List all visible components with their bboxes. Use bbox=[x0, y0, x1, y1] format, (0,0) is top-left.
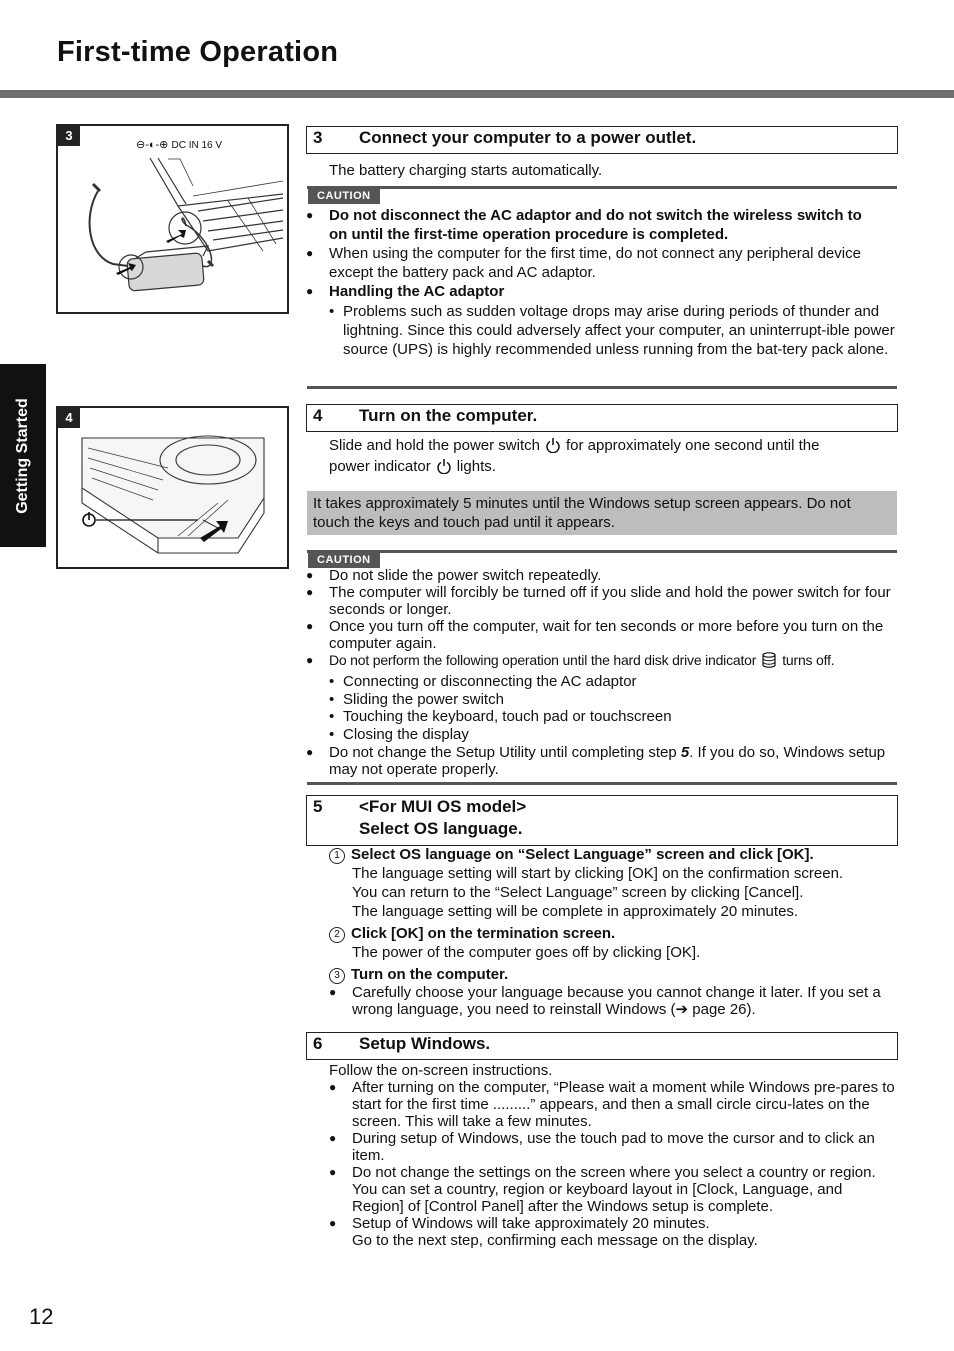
step-5-item-3-heading: 3 Turn on the computer. bbox=[329, 965, 897, 984]
step-title: Setup Windows. bbox=[359, 1034, 491, 1053]
figure-number: 3 bbox=[58, 126, 80, 146]
list-item: ● Handling the AC adaptor bbox=[306, 282, 898, 301]
power-indicator-icon bbox=[436, 458, 452, 474]
dc-in-label: ⊖-◐-⊕ DC IN 16 V bbox=[136, 139, 223, 151]
caution-rule bbox=[307, 550, 897, 553]
step-3-caution-list bbox=[306, 206, 898, 301]
step-number: 4 bbox=[313, 406, 323, 425]
circled-number: 2 bbox=[329, 927, 345, 943]
step-5-item-1-line: The language setting will start by clicking [OK] on the confirmation screen. bbox=[352, 865, 844, 882]
step-4-text: Slide and hold the power switch for approximately one second until the power indicator lights. bbox=[329, 437, 820, 475]
step-number: 3 bbox=[313, 128, 323, 147]
step-5-items bbox=[329, 845, 897, 1018]
step-4-heading bbox=[306, 404, 898, 432]
list-item: ● During setup of Windows, use the touch pad to move the cursor and to click an item. bbox=[329, 1130, 897, 1164]
figure-4 bbox=[56, 406, 289, 569]
list-item: ● When using the computer for the first time, do not connect any peripheral device except the battery pack and AC adaptor. bbox=[306, 244, 898, 282]
list-item: ● Do not change the settings on the screen where you select a country or region. You can set a country, region or keyboard layout in [Clock, Language, and Region] of [Control Panel] after the Windows setup is complete. bbox=[329, 1164, 897, 1215]
step-6-list bbox=[329, 1079, 897, 1249]
power-switch-icon bbox=[545, 437, 561, 453]
step-number: 6 bbox=[313, 1034, 323, 1053]
step-3-sub-list bbox=[329, 302, 895, 359]
step-4-note: It takes approximately 5 minutes until the Windows setup screen appears. Do not touch the keys and touch pad until it appears. bbox=[307, 491, 897, 535]
list-item: ● Carefully choose your language because you cannot change it later. If you set a wrong language, you need to reinstall Windows (➔ page 26). bbox=[329, 984, 897, 1018]
hard-disk-icon bbox=[762, 652, 776, 668]
step-4-final-list bbox=[306, 744, 898, 778]
caution-label: CAUTION bbox=[308, 189, 380, 204]
step-5-item-1-line: You can return to the “Select Language” screen by clicking [Cancel]. bbox=[352, 884, 804, 901]
step-5-item-2-line: The power of the computer goes off by clicking [OK]. bbox=[352, 944, 701, 961]
list-item: ● Do not slide the power switch repeatedly. bbox=[306, 567, 898, 584]
list-item: • Sliding the power switch bbox=[329, 691, 895, 709]
step-5-item-1-heading: 1 Select OS language on “Select Language” screen and click [OK]. bbox=[329, 845, 897, 864]
caution-label: CAUTION bbox=[308, 553, 380, 568]
list-item: ● Do not disconnect the AC adaptor and do not switch the wireless switch to on until the first-time operation procedure is completed. bbox=[306, 206, 898, 244]
step-5-item-2-heading: 2 Click [OK] on the termination screen. bbox=[329, 924, 897, 943]
step-5-bullet-list bbox=[329, 984, 897, 1018]
step-number: 5 bbox=[313, 797, 323, 816]
list-item: ● Once you turn off the computer, wait for ten seconds or more before you turn on the computer again. bbox=[306, 618, 898, 652]
power-switch-illustration bbox=[58, 408, 287, 567]
step-5-heading bbox=[306, 795, 898, 846]
caution-rule bbox=[307, 186, 897, 189]
list-item: ● The computer will forcibly be turned off if you slide and hold the power switch for four seconds or longer. bbox=[306, 584, 898, 618]
list-item: ● Do not perform the following operation until the hard disk drive indicator turns off. bbox=[306, 652, 898, 669]
step-6-intro: Follow the on-screen instructions. bbox=[329, 1062, 553, 1079]
step-title: <For MUI OS model> bbox=[359, 797, 527, 816]
list-item: • Closing the display bbox=[329, 726, 895, 744]
list-item: ● Do not change the Setup Utility until completing step 5. If you do so, Windows setup may not operate properly. bbox=[306, 744, 898, 778]
step-title: Turn on the computer. bbox=[359, 406, 538, 425]
step-5-item-1-line: The language setting will be complete in approximately 20 minutes. bbox=[352, 903, 799, 920]
circled-number: 3 bbox=[329, 968, 345, 984]
list-item: • Problems such as sudden voltage drops may arise during periods of thunder and lightning. Since this could adversely affect your computer, an uninterrupt-ible power source (UPS) is highly recommended unless running from the bat-tery pack alone. bbox=[329, 302, 895, 359]
step-4-caution-list bbox=[306, 567, 898, 669]
section-rule bbox=[307, 782, 897, 785]
circled-number: 1 bbox=[329, 848, 345, 864]
arrow-icon: ➔ bbox=[675, 1001, 689, 1018]
figure-number: 4 bbox=[58, 408, 80, 428]
list-item: ● After turning on the computer, “Please wait a moment while Windows pre-pares to start for the first time .........” appears, and then a small circle circu-lates on the screen. This will take a few minutes. bbox=[329, 1079, 897, 1130]
side-tab-label: Getting Started bbox=[14, 397, 31, 514]
section-rule bbox=[307, 386, 897, 389]
figure-3 bbox=[56, 124, 289, 314]
step-6-heading bbox=[306, 1032, 898, 1060]
step-subtitle: Select OS language. bbox=[359, 819, 523, 838]
step-3-text: The battery charging starts automatically. bbox=[329, 162, 603, 179]
step-4-sub-list bbox=[329, 673, 895, 743]
ac-adaptor-illustration bbox=[58, 126, 287, 312]
page-title: First-time Operation bbox=[57, 36, 339, 68]
side-tab bbox=[0, 364, 46, 547]
polarity-icon: ⊖-◐-⊕ bbox=[136, 139, 172, 151]
list-item: • Connecting or disconnecting the AC adaptor bbox=[329, 673, 895, 691]
step-3-heading bbox=[306, 126, 898, 154]
list-item: ● Setup of Windows will take approximately 20 minutes. Go to the next step, confirming each message on the display. bbox=[329, 1215, 897, 1249]
title-rule bbox=[0, 90, 954, 98]
page-number: 12 bbox=[29, 1304, 54, 1329]
list-item: • Touching the keyboard, touch pad or touchscreen bbox=[329, 708, 895, 726]
step-title: Connect your computer to a power outlet. bbox=[359, 128, 697, 147]
